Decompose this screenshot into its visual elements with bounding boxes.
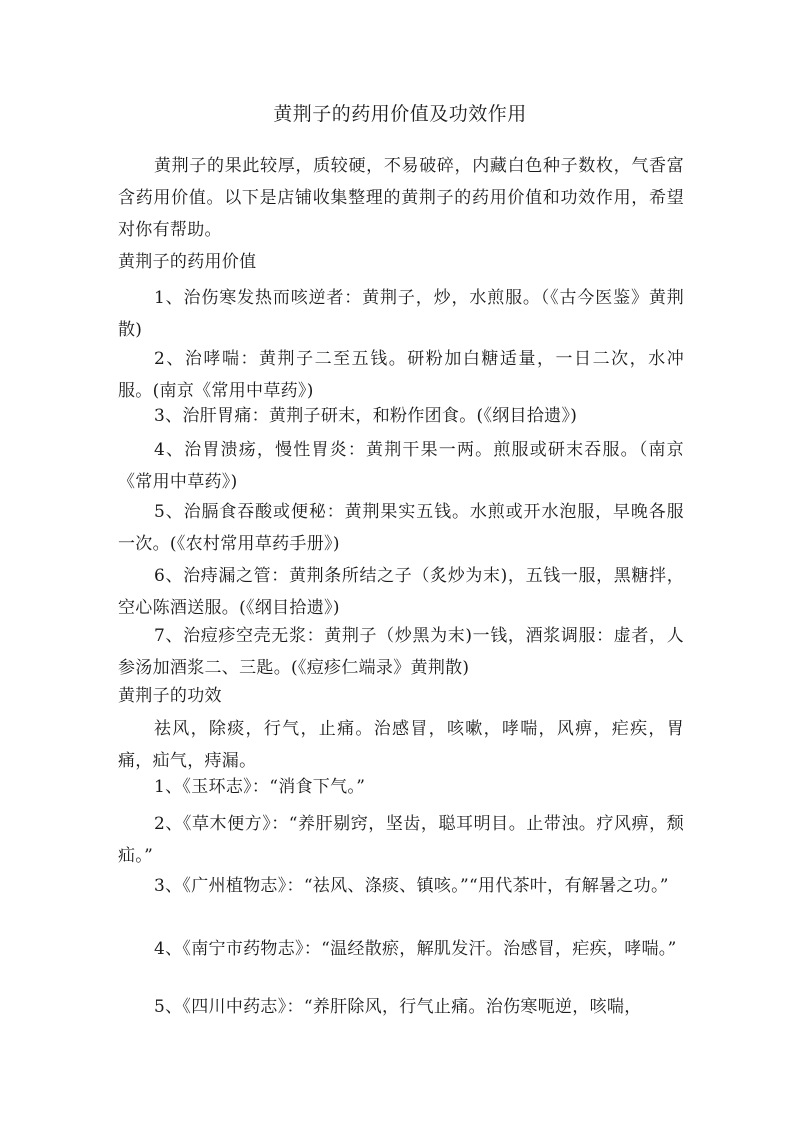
list-item: 3、治肝胃痛：黄荆子研末，和粉作团食。(《纲目拾遗》) xyxy=(154,406,578,426)
document-title: 黄荆子的药用价值及功效作用 xyxy=(273,103,527,125)
list-item: 3、《广州植物志》：“祛风、涤痰、镇咳。”“用代茶叶，有解暑之功。” xyxy=(154,876,669,896)
list-item: 2、《草木便方》：“养肝剔窍，坚齿，聪耳明目。止带浊。疗风痹，颓疝。” xyxy=(118,814,684,866)
efficacy-intro-paragraph: 祛风，除痰，行气，止痛。治感冒，咳嗽，哮喘，风痹，疟疾，胃痛，疝气，痔漏。 xyxy=(118,719,684,771)
list-item: 1、《玉环志》：“消食下气。” xyxy=(154,777,366,797)
list-item: 5、治膈食吞酸或便秘：黄荆果实五钱。水煎或开水泡服，早晚各服一次。(《农村常用草药手册》) xyxy=(118,502,684,554)
list-item: 2、治哮喘：黄荆子二至五钱。研粉加白糖适量，一日二次，水冲服。(南京《常用中草药》) xyxy=(118,349,684,401)
list-item: 4、治胃溃疡，慢性胃炎：黄荆干果一两。煎服或研末吞服。（南京《常用中草药》) xyxy=(118,440,684,492)
list-item: 6、治痔漏之管：黄荆条所结之子（炙炒为末)，五钱一服，黑糖拌，空心陈酒送服。(《纲目拾遗》) xyxy=(118,566,684,618)
list-item: 7、治痘疹空壳无浆：黄荆子（炒黑为末)一钱，酒浆调服：虚者，人参汤加酒浆二、三匙。(《痘疹仁端录》黄荆散) xyxy=(118,626,684,678)
list-item: 5、《四川中药志》：“养肝除风，行气止痛。治伤寒呃逆，咳喘， xyxy=(154,997,642,1017)
section-heading-medicinal-value: 黄荆子的药用价值 xyxy=(118,252,257,272)
section-heading-efficacy: 黄荆子的功效 xyxy=(118,686,222,706)
intro-paragraph: 黄荆子的果此较厚，质较硬，不易破碎，内藏白色种子数枚，气香富含药用价值。以下是店铺收集整理的黄荆子的药用价值和功效作用，希望对你有帮助。 xyxy=(118,156,684,240)
list-item: 4、《南宁市药物志》：“温经散瘀，解肌发汗。治感冒，疟疾，哮喘。” xyxy=(154,939,677,959)
list-item: 1、治伤寒发热而咳逆者：黄荆子，炒，水煎服。（《古今医鉴》黄荆散) xyxy=(118,288,684,340)
